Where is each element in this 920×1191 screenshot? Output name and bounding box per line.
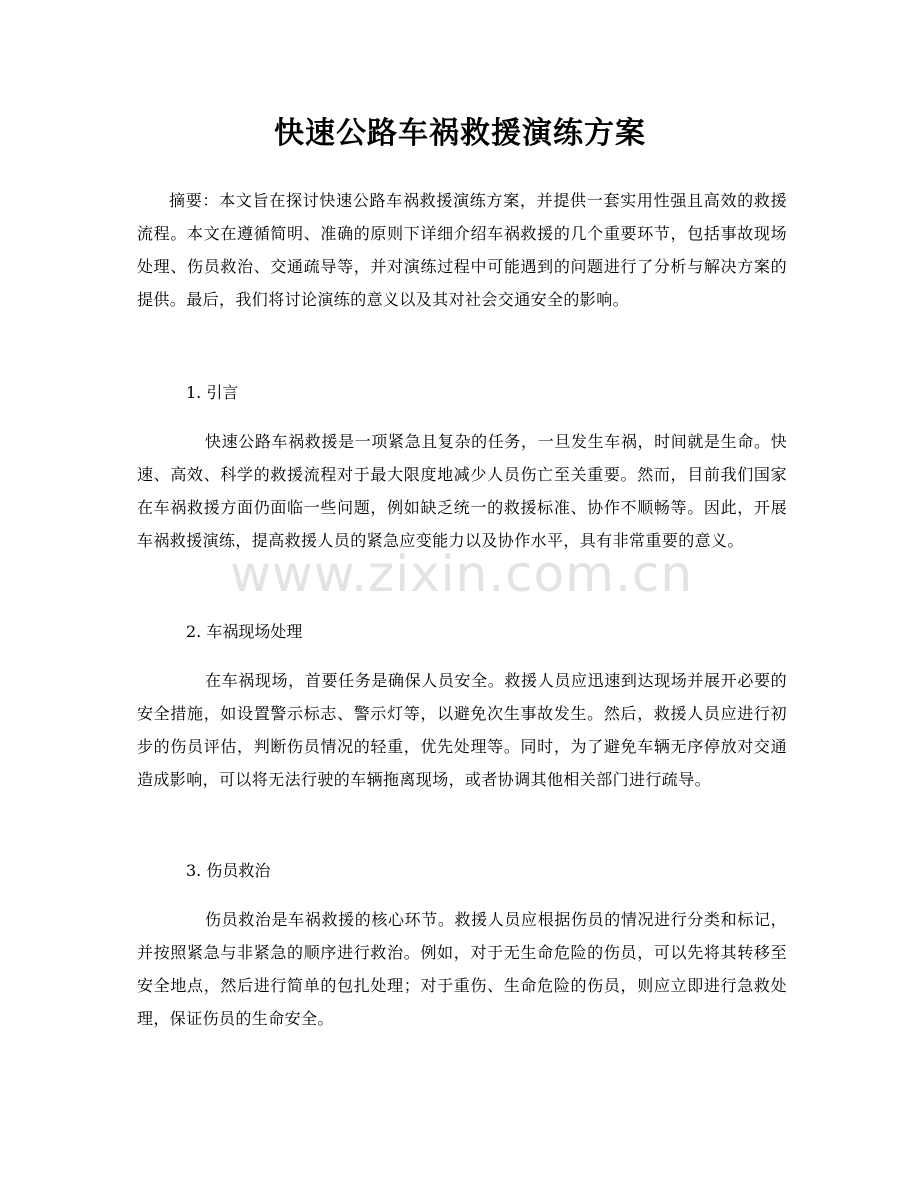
watermark: www.zixin.com.cn: [230, 545, 694, 603]
section-body-intro: 快速公路车祸救援是一项紧急且复杂的任务，一旦发生车祸，时间就是生命。快速、高效、科学的救援流程对于最大限度地减少人员伤亡至关重要。然而，目前我们国家在车祸救援方面仍面临一些问题，例如缺乏统一的救援标准、协作不顺畅等。因此，开展车祸救援演练，提高救援人员的紧急应变能力以及协作水平，具有非常重要的意义。: [137, 432, 787, 550]
document-title: 快速公路车祸救援演练方案: [274, 116, 646, 151]
abstract-paragraph: 摘要：本文旨在探讨快速公路车祸救援演练方案，并提供一套实用性强且高效的救援流程。本文在遵循简明、准确的原则下详细介绍车祸救援的几个重要环节，包括事故现场处理、伤员救治、交通疏导等，并对演练过程中可能遇到的问题进行了分析与解决方案的提供。最后，我们将讨论演练的意义以及其对社会交通安全的影响。: [137, 191, 787, 309]
section-heading-treatment: 3. 伤员救治: [186, 861, 271, 880]
section-body-treatment: 伤员救治是车祸救援的核心环节。救援人员应根据伤员的情况进行分类和标记，并按照紧急与非紧急的顺序进行救治。例如，对于无生命危险的伤员，可以先将其转移至安全地点，然后进行简单的包扎处理；对于重伤、生命危险的伤员，则应立即进行急救处理，保证伤员的生命安全。: [137, 910, 787, 1028]
section-body-scene: 在车祸现场，首要任务是确保人员安全。救援人员应迅速到达现场并展开必要的安全措施，如设置警示标志、警示灯等，以避免次生事故发生。然后，救援人员应进行初步的伤员评估，判断伤员情况的轻重，优先处理等。同时，为了避免车辆无序停放对交通造成影响，可以将无法行驶的车辆拖离现场，或者协调其他相关部门进行疏导。: [137, 671, 787, 789]
section-heading-intro: 1. 引言: [186, 383, 239, 402]
section-heading-scene: 2. 车祸现场处理: [186, 622, 303, 641]
